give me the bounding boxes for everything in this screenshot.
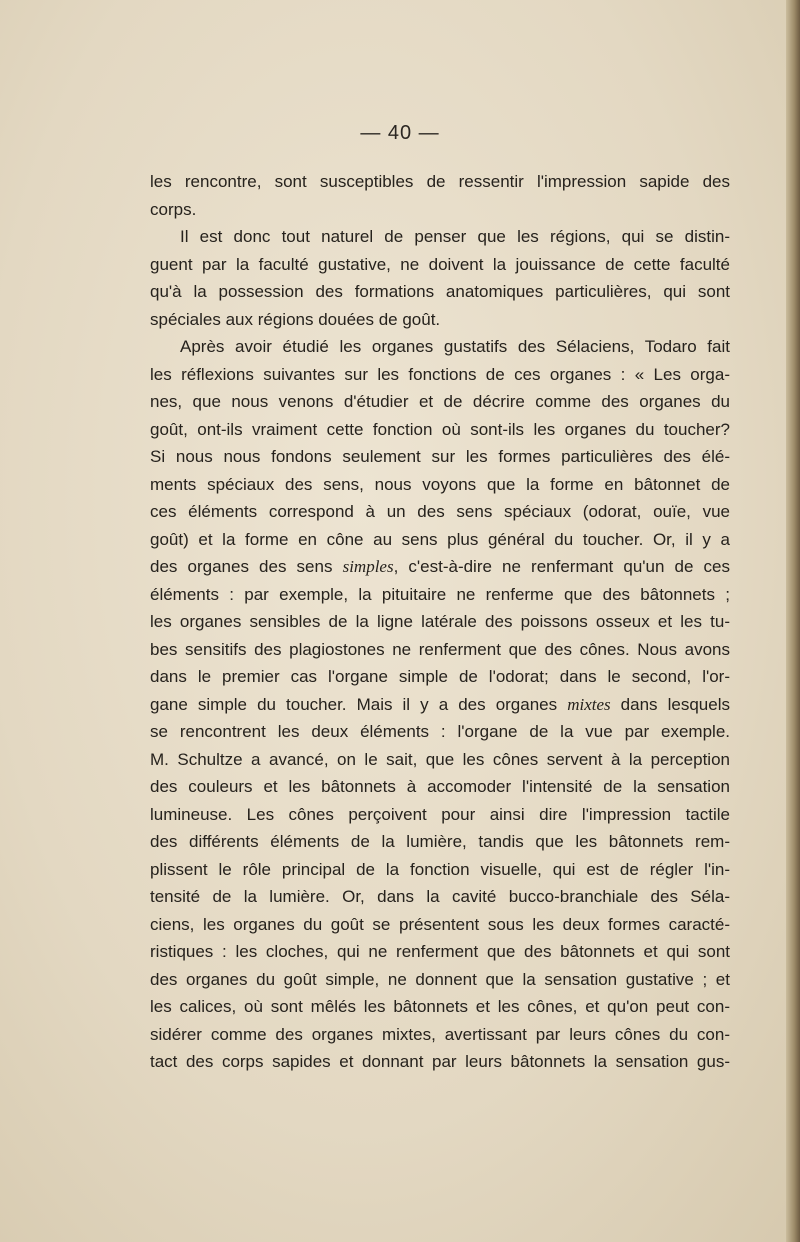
text-line: éléments : par exemple, la pituitaire ne renferme que des bâtonnets ;: [150, 584, 730, 604]
text-line: bes sensitifs des plagiostones ne renferment que des cônes. Nous avons: [150, 639, 730, 659]
text-line: tensité de la lumière. Or, dans la cavité bucco-branchiale des Séla-: [150, 887, 730, 906]
text-line: Si nous nous fondons seulement sur les formes particulières des élé-: [150, 447, 730, 466]
text-line: ristiques : les cloches, qui ne renferment que des bâtonnets et qui sont: [150, 942, 730, 961]
page-binding-edge: [786, 0, 800, 1242]
text-line: lumineuse. Les cônes perçoivent pour ainsi dire l'impression tactile: [150, 804, 730, 824]
text-line: ces éléments correspond à un des sens spéciaux (odorat, ouïe, vue: [150, 502, 730, 521]
text-line: les organes sensibles de la ligne latérale des poissons osseux et les tu-: [150, 612, 730, 631]
text-segment: des organes des sens: [150, 557, 343, 576]
text-line: des organes du goût simple, ne donnent que la sensation gustative ; et: [150, 969, 730, 989]
text-line: nes, que nous venons d'étudier et de décrire comme des organes du: [150, 392, 730, 411]
body-text: [150, 168, 730, 1076]
text-line: ciens, les organes du goût se présentent sous les deux formes caracté-: [150, 914, 730, 934]
text-line: des couleurs et les bâtonnets à accomoder l'intensité de la sensation: [150, 777, 730, 796]
text-line: les rencontre, sont susceptibles de ressentir l'impression sapide des: [150, 172, 730, 191]
text-line: Après avoir étudié les organes gustatifs des Sélaciens, Todaro fait: [180, 337, 730, 356]
italic-term: simples: [342, 557, 394, 576]
text-segment: dans lesquels: [610, 694, 730, 714]
text-line: les réflexions suivantes sur les fonctions de ces organes : « Les orga-: [150, 364, 730, 384]
text-line: goût) et la forme en cône au sens plus général du toucher. Or, il y a: [150, 529, 730, 549]
text-line: ments spéciaux des sens, nous voyons que la forme en bâtonnet de: [150, 474, 730, 494]
text-line: les calices, où sont mêlés les bâtonnets et les cônes, et qu'on peut con-: [150, 997, 730, 1016]
text-line: sidérer comme des organes mixtes, avertissant par leurs cônes du con-: [150, 1024, 730, 1044]
text-line: tact des corps sapides et donnant par leurs bâtonnets la sensation gus-: [150, 1052, 730, 1071]
text-line: des différents éléments de la lumière, tandis que les bâtonnets rem-: [150, 832, 730, 851]
text-line: qu'à la possession des formations anatomiques particulières, qui sont: [150, 282, 730, 301]
text-line: spéciales aux régions douées de goût.: [150, 309, 441, 329]
text-line: dans le premier cas l'organe simple de l'odorat; dans le second, l'or-: [150, 667, 730, 686]
text-segment: , c'est-à-dire ne renfermant qu'un de ces: [393, 557, 730, 576]
text-line: M. Schultze a avancé, on le sait, que les cônes servent à la perception: [150, 749, 730, 769]
text-line: [150, 691, 730, 719]
italic-term: mixtes: [567, 694, 611, 714]
text-line: [150, 553, 730, 581]
text-segment: gane simple du toucher. Mais il y a des organes: [150, 694, 568, 714]
text-line: Il est donc tout naturel de penser que les régions, qui se distin-: [180, 227, 730, 246]
text-line: goût, ont-ils vraiment cette fonction où sont-ils les organes du toucher?: [150, 419, 730, 439]
text-line: corps.: [150, 199, 197, 219]
text-line: guent par la faculté gustative, ne doivent la jouissance de cette faculté: [150, 254, 730, 274]
text-line: se rencontrent les deux éléments : l'organe de la vue par exemple.: [150, 722, 730, 741]
text-line: plissent le rôle principal de la fonction visuelle, qui est de régler l'in-: [150, 859, 730, 879]
page-number: — 40 —: [360, 122, 440, 144]
